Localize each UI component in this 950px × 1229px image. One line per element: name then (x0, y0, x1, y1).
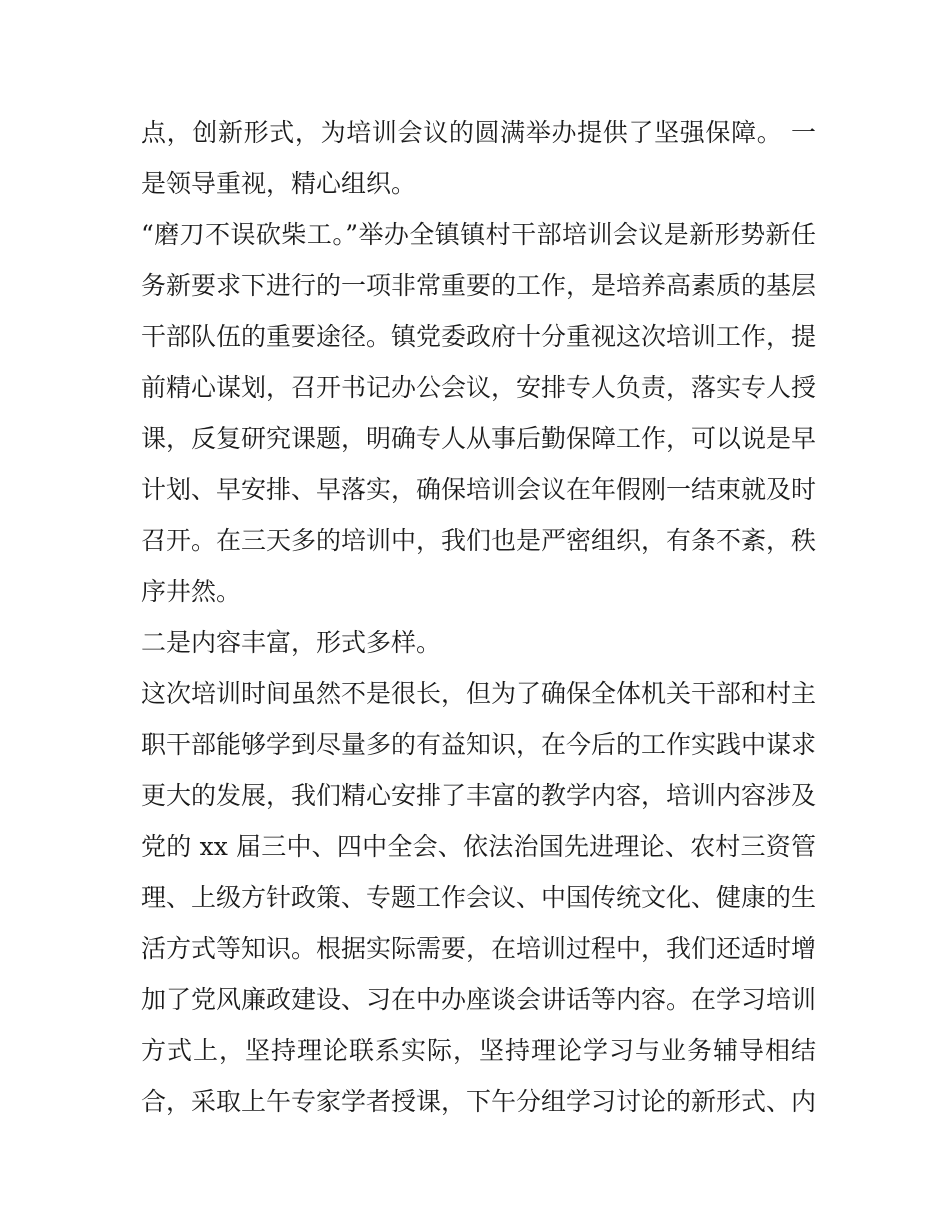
text-line-19: 方式上，坚持理论联系实际，坚持理论学习与业务辅导相结 (141, 1036, 816, 1065)
text-line-10: 序井然。 (141, 577, 242, 606)
body-text (141, 107, 816, 1127)
text-line-5: 干部队伍的重要途径。镇党委政府十分重视这次培训工作，提 (141, 322, 817, 351)
text-line-15: 党的 xx 届三中、四中全会、依法治国先进理论、农村三资管 (141, 832, 816, 861)
text-line-3: “磨刀不误砍柴工。”举办全镇镇村干部培训会议是新形势新任 (141, 220, 816, 249)
text-line-20: 合，采取上午专家学者授课，下午分组学习讨论的新形式、内 (141, 1087, 817, 1116)
text-line-17: 活方式等知识。根据实际需要，在培训过程中，我们还适时增 (141, 934, 817, 963)
text-line-7: 课，反复研究课题，明确专人从事后勤保障工作，可以说是早 (141, 424, 817, 453)
text-line-13: 职干部能够学到尽量多的有益知识，在今后的工作实践中谋求 (141, 730, 817, 759)
text-line-1: 点，创新形式，为培训会议的圆满举办提供了坚强保障。 一 (141, 118, 816, 147)
text-line-8: 计划、早安排、早落实，确保培训会议在年假刚一结束就及时 (141, 475, 817, 504)
text-line-4: 务新要求下进行的一项非常重要的工作，是培养高素质的基层 (141, 271, 817, 300)
text-line-11: 二是内容丰富，形式多样。 (141, 628, 442, 657)
text-line-18: 加了党风廉政建设、习在中办座谈会讲话等内容。在学习培训 (141, 985, 817, 1014)
text-line-16: 理、上级方针政策、专题工作会议、中国传统文化、健康的生 (141, 883, 817, 912)
text-line-12: 这次培训时间虽然不是很长，但为了确保全体机关干部和村主 (141, 679, 817, 708)
text-line-2: 是领导重视，精心组织。 (141, 169, 417, 198)
text-line-14: 更大的发展，我们精心安排了丰富的教学内容，培训内容涉及 (141, 781, 817, 810)
text-line-9: 召开。在三天多的培训中，我们也是严密组织，有条不紊，秩 (141, 526, 817, 555)
text-line-6: 前精心谋划，召开书记办公会议，安排专人负责，落实专人授 (141, 373, 817, 402)
